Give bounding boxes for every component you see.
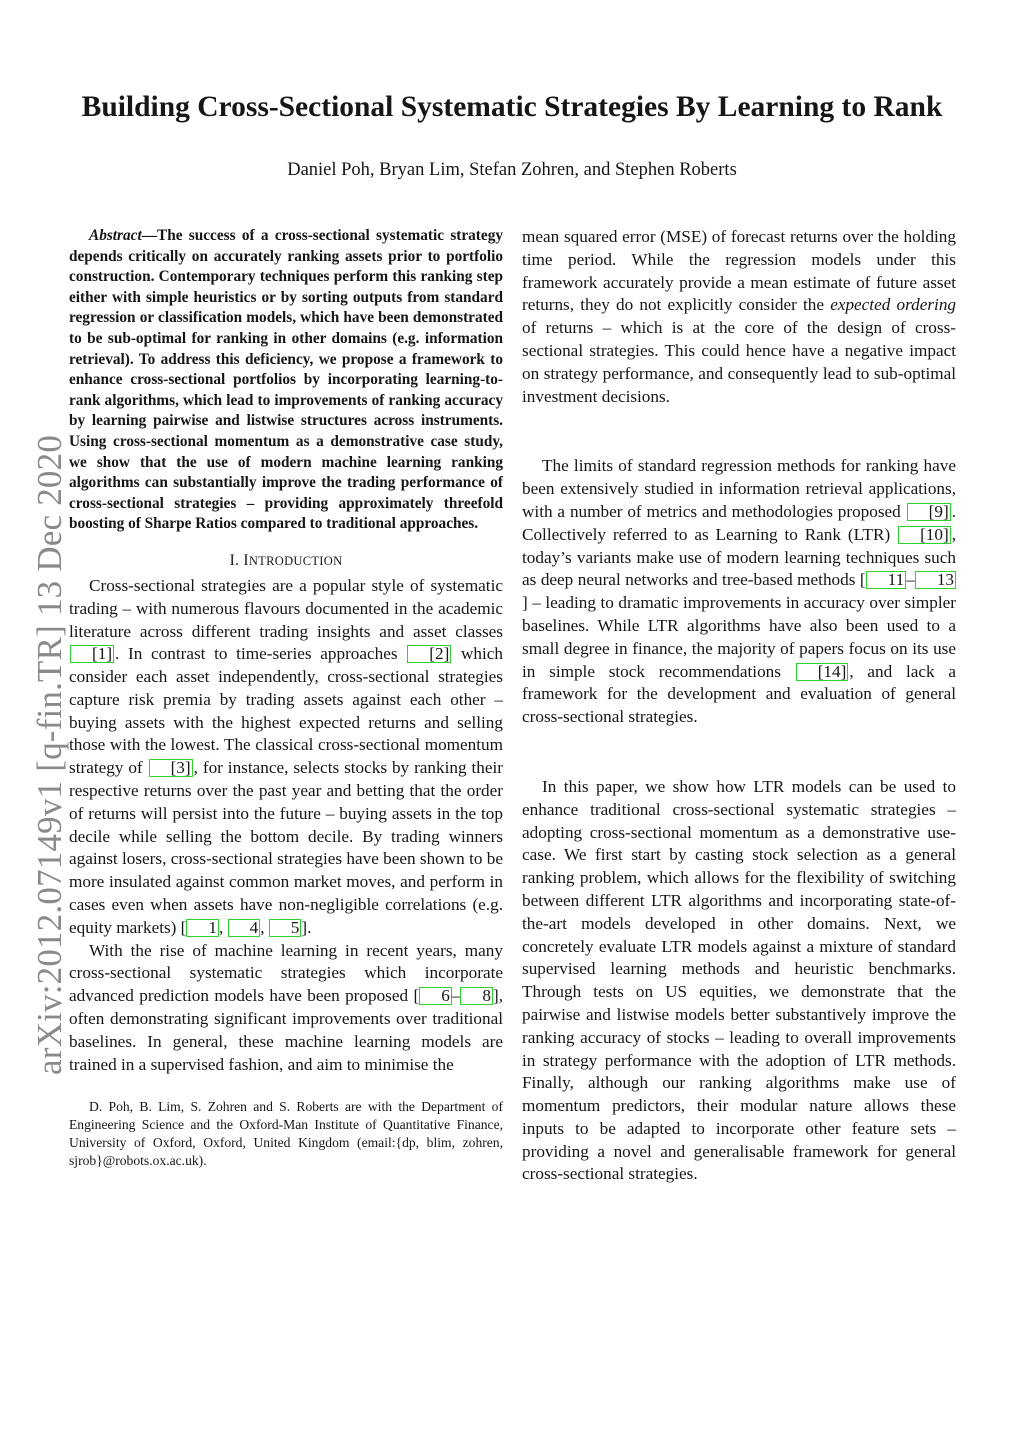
abstract <box>69 226 503 535</box>
citation-link-8[interactable]: 8 <box>460 987 493 1005</box>
citation-link-3[interactable]: [3] <box>149 759 193 777</box>
text-run: ]. <box>301 917 312 937</box>
paper-title: Building Cross-Sectional Systematic Strategies By Learning to Rank <box>81 91 943 123</box>
text-run: . Collectively referred to as Learning to Rank (LTR) <box>522 501 956 544</box>
paragraph-spacer <box>522 729 956 776</box>
citation-link-11[interactable]: 11 <box>866 571 907 589</box>
emphasis-expected-ordering: expected ordering <box>830 295 957 315</box>
text-run: – <box>451 986 461 1006</box>
intro-paragraph-3 <box>522 226 956 408</box>
abstract-text: The success of a cross-sectional systematic strategy depends critically on accurately ranking assets prior to portfolio construction. Contemporary techniques perform this ranking step either with simple heuristics or by sorting outputs from standard regression or classification models, which have been demonstrated to be sub-optimal for ranking in other domains (e.g. information retrieval). To address this deficiency, we propose a framework to enhance cross-sectional portfolios by incorporating learning-to-rank algorithms, which lead to improvements of ranking accuracy by learning pairwise and listwise structures across instruments. Using cross-sectional momentum as a demonstrative case study, we show that the use of modern machine learning ranking algorithms can substantially improve the trading performance of cross-sectional strategies – providing approximately threefold boosting of Sharpe Ratios compared to traditional approaches. <box>69 227 503 533</box>
citation-link-2[interactable]: [2] <box>407 645 451 663</box>
citation-link-10[interactable]: [10] <box>898 526 951 544</box>
section-title-smallcaps: NTRODUCTION <box>248 553 343 568</box>
text-run: , <box>219 917 228 937</box>
text-run: , today’s variants make use of modern learning techniques such as deep neural networks and tree-based methods [ <box>522 524 956 590</box>
intro-paragraph-2 <box>69 940 503 1077</box>
text-run: With the rise of machine learning in recent years, many cross-sectional systematic strategies which incorporate advanced prediction models have been proposed [ <box>69 940 503 1006</box>
section-number: I. <box>229 551 244 569</box>
text-run: , <box>260 917 269 937</box>
citation-link-1[interactable]: [1] <box>70 645 114 663</box>
section-first-letter: I <box>243 551 249 569</box>
right-column <box>522 226 956 1186</box>
text-run: The limits of standard regression methods for ranking have been extensively studied in information retrieval applications, with a number of metrics and methodologies proposed <box>522 456 956 521</box>
text-run: . In contrast to time-series approaches <box>115 644 407 664</box>
text-run: , and lack a framework for the development and evaluation of general cross-sectional strategies. <box>522 661 956 727</box>
text-run: Cross-sectional strategies are a popular style of systematic trading – with numerous flavours documented in the academic literature across different trading insights and asset classes <box>69 575 503 641</box>
citation-link-9[interactable]: [9] <box>907 503 951 521</box>
text-run: mean squared error (MSE) of forecast returns over the holding time period. While the regression models under this framework accurately provide a mean estimate of future asset returns, they do not explicitly consider the <box>522 227 956 315</box>
text-run: of returns – which is at the core of the design of cross-sectional strategies. This could hence have a negative impact on strategy performance, and consequently lead to sub-optimal investment decisions. <box>522 318 956 406</box>
author-affiliation-footnote: D. Poh, B. Lim, S. Zohren and S. Roberts are with the Department of Engineering Science and the Oxford-Man Institute of Quantitative Finance, University of Oxford, Oxford, United Kingdom (email:{dp, blim, zohren, sjrob}@robots.ox.ac.uk). <box>69 1099 503 1168</box>
citation-link-1b[interactable]: 1 <box>186 919 219 937</box>
intro-paragraph-4 <box>522 455 956 729</box>
text-run: , for instance, selects stocks by ranking their respective returns over the past year and betting that the order of returns will persist into the future – buying assets in the top decile while selling the bottom decile. By trading winners against losers, cross-sectional strategies have been shown to be more insulated against common market moves, and perform in cases even when assets have non-negligible correlations (e.g. equity markets) [ <box>69 758 503 937</box>
paragraph-spacer <box>522 408 956 455</box>
citation-link-14[interactable]: [14] <box>796 663 849 681</box>
intro-paragraph-5: In this paper, we show how LTR models can be used to enhance traditional cross-sectional systematic strategies – adopting cross-sectional momentum as a demonstrative use-case. We first start by casting stock selection as a general ranking problem, which allows for the flexibility of switching between different LTR algorithms and incorporating state-of-the-art models developed in other domains. Next, we concretely evaluate LTR models against a mixture of standard supervised learning methods and heuristic benchmarks. Through tests on US equities, we demonstrate that the pairwise and listwise models better substantively improve the ranking accuracy of stocks – leading to overall improvements in strategy performance with the adoption of LTR methods. Finally, although our ranking algorithms make use of momentum predictors, their modular nature allows these inputs to be adapted to incorporate other feature sets – providing a novel and generalisable framework for general cross-sectional strategies. <box>522 776 956 1184</box>
abstract-dash: — <box>141 227 157 244</box>
text-run: which consider each asset independently, cross-sectional strategies capture risk premia by trading assets against each other – buying assets with the highest expected returns and selling those with the lowest. The classical cross-sectional momentum strategy of <box>69 644 503 778</box>
text-run: – <box>906 570 915 590</box>
citation-link-13[interactable]: 13 <box>915 571 956 589</box>
abstract-label: Abstract <box>89 227 142 244</box>
citation-link-4[interactable]: 4 <box>228 919 261 937</box>
citation-link-6[interactable]: 6 <box>419 987 452 1005</box>
author-list: Daniel Poh, Bryan Lim, Stefan Zohren, and Stephen Roberts <box>287 160 737 180</box>
intro-paragraph-1 <box>69 575 503 940</box>
citation-link-5[interactable]: 5 <box>269 919 302 937</box>
arxiv-identifier-stamp: arXiv:2012.07149v1 [q-fin.TR] 13 Dec 2020 <box>30 434 69 1075</box>
text-run: ], often demonstrating significant improvements over traditional baselines. In general, these machine learning models are trained in a supervised fashion, and aim to minimise the <box>69 986 503 1074</box>
section-heading-introduction <box>69 551 503 571</box>
left-column <box>69 226 503 1170</box>
text-run: ] – leading to dramatic improvements in accuracy over simpler baselines. While LTR algorithms have also been used to a small degree in finance, the majority of papers focus on its use in simple stock recommendations <box>522 593 956 681</box>
